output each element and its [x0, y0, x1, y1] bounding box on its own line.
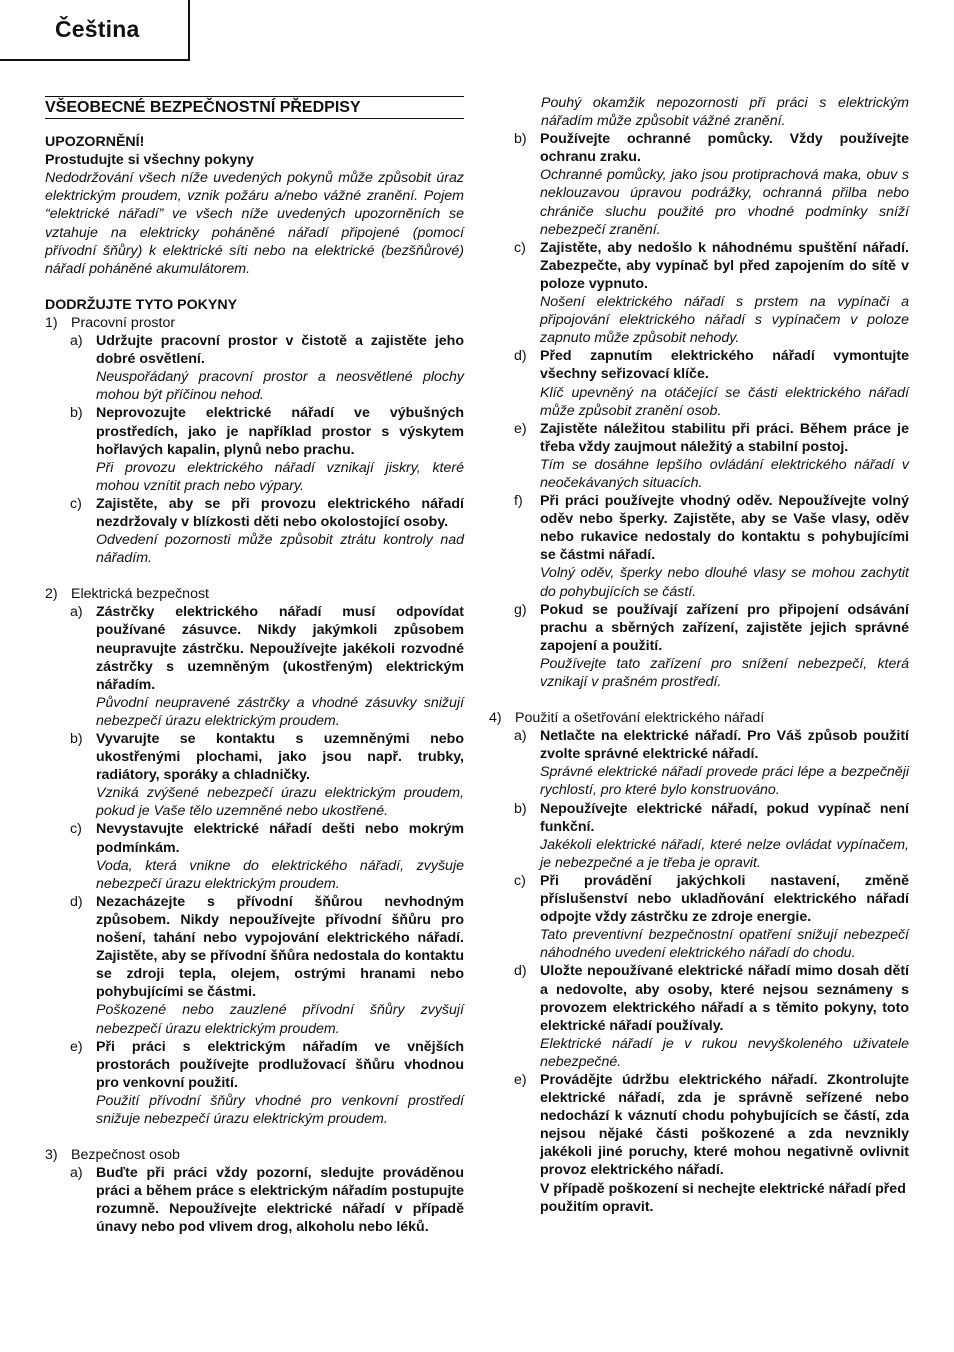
list-item: b) Neprovozujte elektrické nářadí ve výbušných prostředích, jako je například prostor s výskytem hořlavých kapalin, plynů nebo prachu. Při provozu elektrického nářadí vznikají jiskry, které mohou vznítit prach nebo výpary.	[70, 405, 464, 494]
language-label: Čeština	[55, 16, 140, 42]
list-item: d) Před zapnutím elektrického nářadí vymontujte všechny seřizovací klíče. Klíč upevněný na otáčející se části elektrického nářadí může způsobit zranění osob.	[514, 348, 909, 419]
list-item: d) Nezacházejte s přívodní šňůrou nevhodným způsobem. Nikdy nepoužívejte přívodní šňůru pro nošení, tahání nebo vypojování elektrického nářadí. Zajistěte, aby se přívodní šňůra nedostala do kontaktu se zdroji tepla, olejem, ostrými hranami nebo pohybujícími se částmi. Poškozené nebo zauzlené přívodní šňůry zvyšují nebezpečí úrazu elektrickým proudem.	[70, 893, 464, 1037]
list-item: c) Zajistěte, aby nedošlo k náhodnému spuštění nářadí. Zabezpečte, aby vypínač byl před zapojením do sítě v poloze vypnuto. Nošení elektrického nářadí s prstem na vypínači a připojování elektrického nářadí s vypínačem v poloze zapnuto může způsobit nehody.	[514, 239, 909, 347]
section-1-heading: 1) Pracovní prostor	[45, 314, 176, 331]
list-item: a) Buďte při práci vždy pozorní, sledujte prováděnou práci a během práce s elektrickým nářadím postupujte rozumně. Nepoužívejte elektrické nářadí v případě únavy nebo pod vlivem drog, alkoholu nebo léků.	[70, 1165, 464, 1236]
list-item: e) Při práci s elektrickým nářadím ve vnějších prostorách používejte prodlužovací šňůru vhodnou pro venkovní použití. Použití přívodní šňůry vhodné pro venkovní prostředí snižuje nebezpečí úrazu elektrickým proudem.	[70, 1038, 464, 1127]
study-label: Prostudujte si všechny pokyny	[45, 152, 254, 169]
list-item: c) Zajistěte, aby se při provozu elektrického nářadí nezdržovaly v blízkosti děti nebo okolostojící osoby. Odvedení pozornosti může způsobit ztrátu kontroly nad nářadím.	[70, 495, 464, 567]
list-item: d) Uložte nepoužívané elektrické nářadí mimo dosah dětí a nedovolte, aby osoby, které nejsou seznámeny s provozem elektrického nářadí a s těmito pokyny, toto elektrické nářadí používaly. Elektrické nářadí je v rukou nevyškoleného uživatele nebezpečné.	[514, 963, 909, 1070]
list-item: a) Zástrčky elektrického nářadí musí odpovídat používané zásuvce. Nikdy jakýmkoli způsobem neupravujte zástrčku. Nepoužívejte jakékoli rozvodné zástrčky s uzemněným (ukostřeným) elektrickým nářadím. Původní neupravené zástrčky a vhodné zásuvky snižují nebezpečí úrazu elektrickým proudem.	[70, 604, 464, 729]
list-item: g) Pokud se používají zařízení pro připojení odsávání prachu a sběrných zařízení, zajistěte jejich správné zapojení a použití. Používejte tato zařízení pro snížení nebezpečí, která vznikají v prašném prostředí.	[514, 601, 909, 690]
list-item: f) Při práci používejte vhodný oděv. Nepoužívejte volný oděv nebo šperky. Zajistěte, aby se Vaše vlasy, oděv nebo rukavice nedostaly do kontaktu s pohybujícími se částmi nářadí. Volný oděv, šperky nebo dlouhé vlasy se mohou zachytit do pohybujících se částí.	[514, 493, 909, 600]
intro-text: Nedodržování všech níže uvedených pokynů může způsobit úraz elektrickým proudem, vznik požáru a/nebo vážné zranění. Pojem “elektrické nářadí” ve všech níže uvedených upozorněních se vztahuje na elektricky poháněné nářadí připojené (pomocí přívodní šňůry) k elektrické síti nebo na elektrické (bezšňůrové) nářadí poháněné akumulátorem.	[45, 170, 464, 277]
section-4-heading: 4) Použití a ošetřování elektrického nářadí	[489, 710, 765, 727]
list-item: e) Provádějte údržbu elektrického nářadí. Zkontrolujte elektrické nářadí, zda je správně seřízené nebo nedochází k váznutí chodu pohybujících se částí, zda nejsou nějaké části poškozené a zda nevznikly jakékoli jiné poruchy, které mohou negativně ovlivnit provoz elektrického nářadí. V případě poškození si nechejte elektrické nářadí před použitím opravit.	[514, 1071, 909, 1215]
list-item: b) Používejte ochranné pomůcky. Vždy používejte ochranu zraku. Ochranné pomůcky, jako jsou protiprachová maka, obuv s neklouzavou úpravou podrážky, ochranná přilba nebo chrániče sluchu použité pro vhodné podmínky sníží nebezpečí zranění.	[514, 131, 909, 238]
page-title: VŠEOBECNÉ BEZPEČNOSTNÍ PŘEDPISY	[45, 96, 464, 119]
list-item: a) Netlačte na elektrické nářadí. Pro Váš způsob použití zvolte správné elektrické nářadí. Správné elektrické nářadí provede práci lépe a bezpečněji rychlostí, pro které bylo konstruováno.	[514, 728, 909, 799]
language-tab	[0, 0, 190, 61]
section-3-heading: 3) Bezpečnost osob	[45, 1147, 180, 1164]
list-item: a) Udržujte pracovní prostor v čistotě a zajistěte jeho dobré osvětlení. Neuspořádaný pracovní prostor a neosvětlené plochy mohou být příčinou nehod.	[70, 333, 464, 404]
list-item: c) Nevystavujte elektrické nářadí dešti nebo mokrým podmínkám. Voda, která vnikne do elektrického nářadí, zvyšuje nebezpečí úrazu elektrickým proudem.	[70, 821, 464, 892]
list-item: e) Zajistěte náležitou stabilitu při práci. Během práce je třeba vždy zaujmout náležitý a stabilní postoj. Tím se dosáhne lepšího ovládání elektrického nářadí v neočekávaných situacích.	[514, 420, 909, 491]
left-column	[45, 96, 464, 1237]
right-column	[489, 94, 909, 1216]
list-item: b) Vyvarujte se kontaktu s uzemněnými nebo ukostřenými plochami, jako jsou např. trubky, radiátory, sporáky a chladničky. Vzniká zvýšené nebezpečí úrazu elektrickým proudem, pokud je Vaše tělo uzemněné nebo ukostřené.	[70, 731, 464, 820]
warning-label: UPOZORNĚNÍ!	[45, 134, 145, 151]
section-2-heading: 2) Elektrická bezpečnost	[45, 586, 210, 603]
list-item: b) Nepoužívejte elektrické nářadí, pokud vypínač není funkční. Jakékoli elektrické nářadí, které nelze ovládat vypínačem, je nebezpečné a je třeba je opravit.	[514, 800, 909, 871]
list-item: c) Při provádění jakýchkoli nastavení, změně příslušenství nebo ukladňování elektrického nářadí odpojte vždy zástrčku ze zdroje energie. Tato preventivní bezpečnostní opatření snižují nebezpečí náhodného uvedení elektrického nářadí do chodu.	[514, 872, 909, 962]
keep-heading: DODRŽUJTE TYTO POKYNY	[45, 296, 238, 313]
continued-text: Pouhý okamžik nepozornosti při práci s elektrickým nářadím může způsobit vážné zranění.	[541, 95, 909, 130]
